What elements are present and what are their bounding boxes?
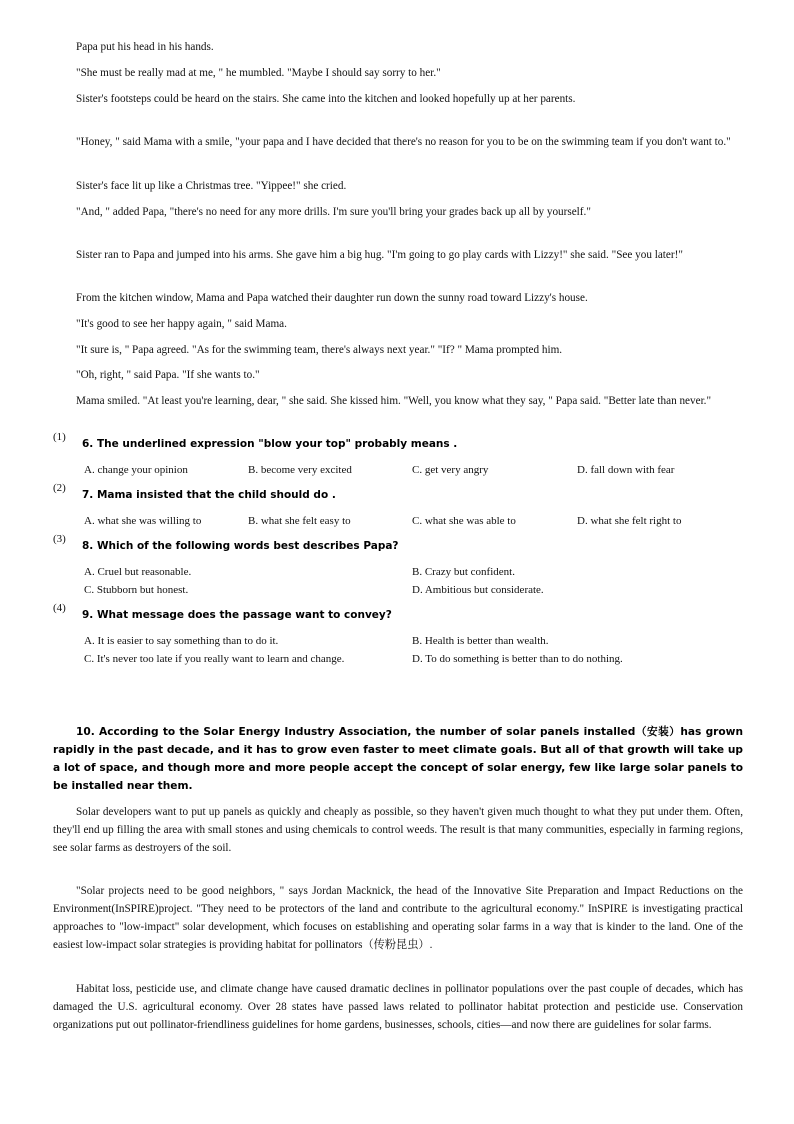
question-text: 8. Which of the following words best describes Papa? [82,540,399,552]
question-number: (3) [53,533,66,545]
story-paragraph: Papa put his head in his hands. [76,41,214,53]
passage-paragraph: Habitat loss, pesticide use, and climate change have caused dramatic declines in pollinator populations over the past couple of decades, which has damaged the U.S. agricultural economy. Over 28 states have passed laws related to pollinator habitat protection and pesticide use. Conservation organizations put out pollinator-friendliness guidelines for home gardens, businesses, schools, cities—and now there are guidelines for solar farms. [53,983,743,1031]
option-c: C. get very angry [412,464,489,476]
story-paragraph: "And, " added Papa, "there's no need for any more drills. I'm sure you'll bring your grades back up all by yourself." [76,206,591,218]
option-c: C. It's never too late if you really want to learn and change. [84,653,345,665]
option-a: A. Cruel but reasonable. [84,566,192,578]
question-number: (2) [53,482,66,494]
option-b: B. Crazy but confident. [412,566,515,578]
option-c: C. Stubborn but honest. [84,584,189,596]
option-a: A. change your opinion [84,464,188,476]
story-paragraph: "Honey, " said Mama with a smile, "your papa and I have decided that there's no reason for you to be on the swimming team if you don't want to." [76,136,731,148]
option-c: C. what she was able to [412,515,516,527]
story-paragraph: Mama smiled. "At least you're learning, dear, " she said. She kissed him. "Well, you know what they say, " Papa said. "Better late than never." [76,395,712,407]
story-paragraph: "It sure is, " Papa agreed. "As for the swimming team, there's always next year." "If? " Mama prompted him. [76,344,563,356]
question-text: 7. Mama insisted that the child should do . [82,489,336,501]
story-paragraph: "She must be really mad at me, " he mumbled. "Maybe I should say sorry to her." [76,67,441,79]
option-d: D. fall down with fear [577,464,675,476]
option-a: A. It is easier to say something than to do it. [84,635,279,647]
story-paragraph: From the kitchen window, Mama and Papa watched their daughter run down the sunny road toward Lizzy's house. [76,292,588,304]
passage-paragraph: "Solar projects need to be good neighbors, " says Jordan Macknick, the head of the Innovative Site Preparation and Impact Reductions on the Environment(InSPIRE)project. "They need to be protectors of the land and contribute to the agricultural economy." InSPIRE is investigating practical approaches to "low-impact" solar development, which focuses on establishing and operating solar farms in a way that is kinder to the land. One of the easiest low-impact solar strategies is providing habitat for pollinators（传粉昆虫）. [53,885,743,951]
question-text: 6. The underlined expression "blow your top" probably means . [82,438,458,450]
option-d: D. To do something is better than to do nothing. [412,653,623,665]
option-b: B. become very excited [248,464,352,476]
passage-intro: 10. According to the Solar Energy Industry Association, the number of solar panels installed（安装）has grown rapidly in the past decade, and it has to grow even faster to meet climate goals. But all of that growth will take up a lot of space, and though more and more people accept the concept of solar energy, few like large solar panels to be installed near them. [53,726,743,792]
question-number: (1) [53,431,66,443]
story-paragraph: Sister's face lit up like a Christmas tree. "Yippee!" she cried. [76,180,347,192]
story-paragraph: Sister's footsteps could be heard on the stairs. She came into the kitchen and looked hopefully up at her parents. [76,93,576,105]
passage-paragraph: Solar developers want to put up panels as quickly and cheaply as possible, so they haven't given much thought to what they put under them. Often, they'll end up filling the area with small stones and using chemicals to control weeds. The result is that many communities, especially in farming regions, see solar farms as destroyers of the soil. [53,806,743,854]
story-paragraph: Sister ran to Papa and jumped into his arms. She gave him a big hug. "I'm going to go play cards with Lizzy!" she said. "See you later!" [76,249,683,261]
option-d: D. Ambitious but considerate. [412,584,544,596]
story-paragraph: "Oh, right, " said Papa. "If she wants to." [76,369,260,381]
question-number: (4) [53,602,66,614]
option-a: A. what she was willing to [84,515,202,527]
story-paragraph: "It's good to see her happy again, " said Mama. [76,318,287,330]
option-b: B. Health is better than wealth. [412,635,549,647]
question-text: 9. What message does the passage want to convey? [82,609,392,621]
option-d: D. what she felt right to [577,515,682,527]
option-b: B. what she felt easy to [248,515,351,527]
